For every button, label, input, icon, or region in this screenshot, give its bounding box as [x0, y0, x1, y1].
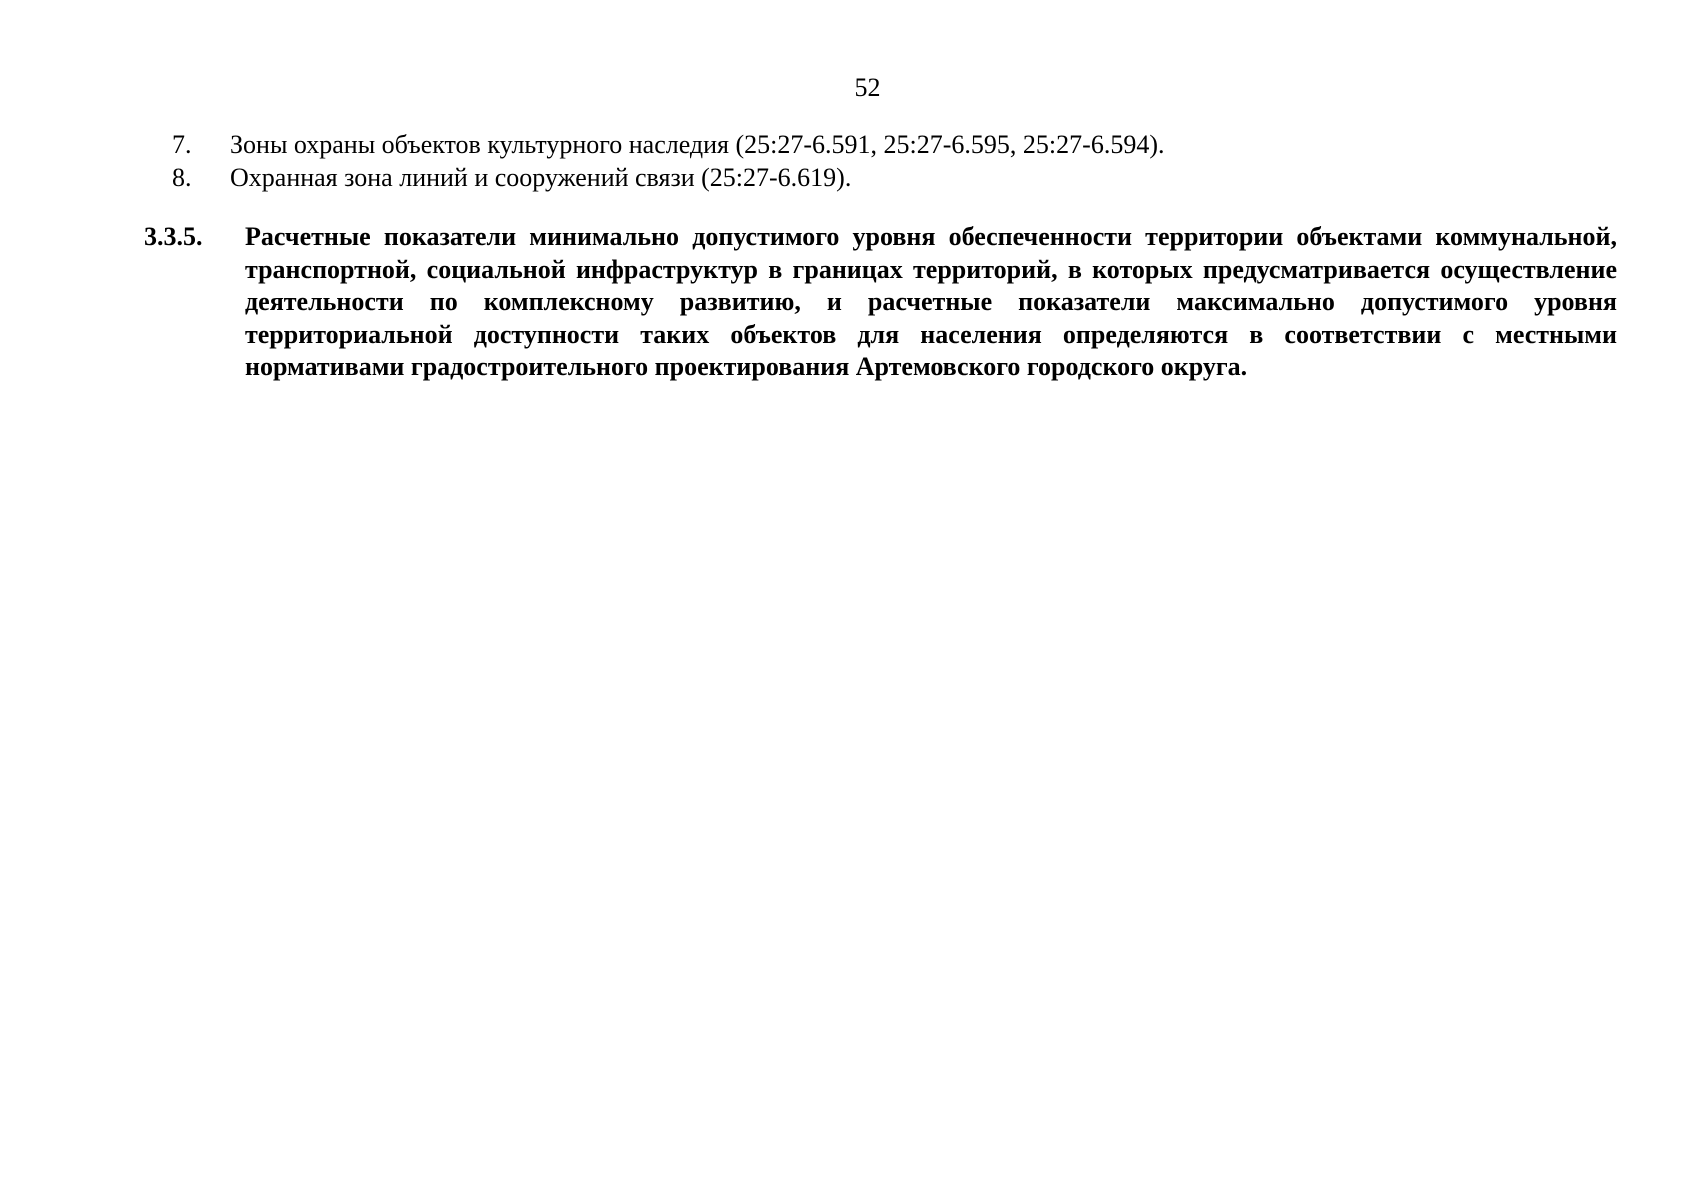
list-item-text: Зоны охраны объектов культурного наследия (25:27-6.591, 25:27-6.595, 25:27-6.594).: [230, 130, 1165, 159]
page-number: 52: [854, 73, 881, 102]
list-item-number: 8.: [172, 163, 192, 192]
section-heading-text: Расчетные показатели минимально допустимого уровня обеспеченности территории объектами коммунальной, транспортной, социальной инфраструктур в границах территорий, в которых предусматривается осуществление деятельности по комплексному развитию, и расчетные показатели максимально допустимого уровня территориальной доступности таких объектов для населения определяются в соответствии с местными нормативами градостроительного проектирования Артемовского городского округа.: [245, 222, 1617, 382]
list-item-text: Охранная зона линий и сооружений связи (25:27-6.619).: [230, 163, 852, 192]
list-item-number: 7.: [172, 130, 192, 159]
section-number: 3.3.5.: [144, 222, 203, 251]
